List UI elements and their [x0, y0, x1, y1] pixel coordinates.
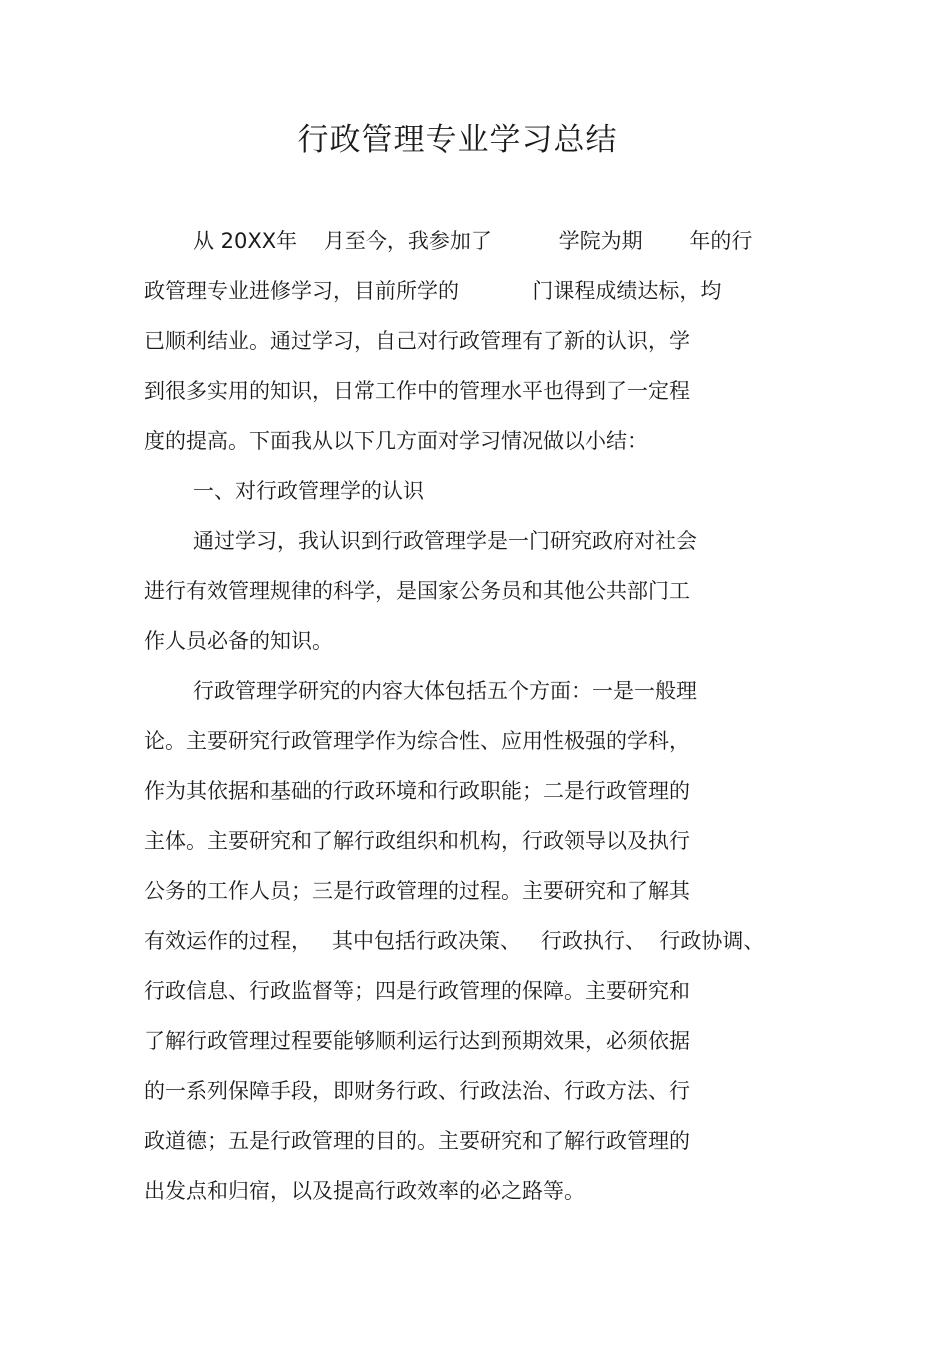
paragraph-line: 公务的工作人员；三是行政管理的过程。主要研究和了解其: [144, 879, 690, 903]
document-title: 行政管理专业学习总结: [297, 122, 618, 158]
paragraph-line: 政道德；五是行政管理的目的。主要研究和了解行政管理的: [144, 1129, 690, 1153]
paragraph-line: 作为其依据和基础的行政环境和行政职能；二是行政管理的: [144, 779, 690, 803]
paragraph-line: 进行有效管理规律的科学，是国家公务员和其他公共部门工: [144, 579, 690, 603]
paragraph-line: 出发点和归宿，以及提高行政效率的必之路等。: [144, 1179, 585, 1203]
paragraph-line: 了解行政管理过程要能够顺利运行达到预期效果，必须依据: [144, 1029, 690, 1053]
paragraph-line: 已顺利结业。通过学习，自己对行政管理有了新的认识，学: [144, 329, 690, 353]
paragraph-line: 论。主要研究行政管理学作为综合性、应用性极强的学科，: [144, 729, 690, 753]
paragraph-line: 从 20XX年 月至今，我参加了 学院为期 年的行: [193, 229, 753, 253]
paragraph-line: 的一系列保障手段，即财务行政、行政法治、行政方法、行: [144, 1079, 690, 1103]
paragraph-line: 到很多实用的知识，日常工作中的管理水平也得到了一定程: [144, 379, 690, 403]
paragraph-line: 作人员必备的知识。: [144, 629, 333, 653]
section-heading: 一、对行政管理学的认识: [193, 479, 424, 503]
paragraph-line: 行政管理学研究的内容大体包括五个方面：一是一般理: [193, 679, 697, 703]
paragraph-line: 政管理专业进修学习，目前所学的 门课程成绩达标，均: [144, 279, 722, 303]
paragraph-line: 主体。主要研究和了解行政组织和机构，行政领导以及执行: [144, 829, 690, 853]
paragraph-line: 行政信息、行政监督等；四是行政管理的保障。主要研究和: [144, 979, 690, 1003]
paragraph-line: 度的提高。下面我从以下几方面对学习情况做以小结：: [144, 429, 648, 453]
paragraph-line: 有效运作的过程， 其中包括行政决策、 行政执行、 行政协调、: [144, 929, 765, 953]
paragraph-line: 通过学习，我认识到行政管理学是一门研究政府对社会: [193, 529, 697, 553]
